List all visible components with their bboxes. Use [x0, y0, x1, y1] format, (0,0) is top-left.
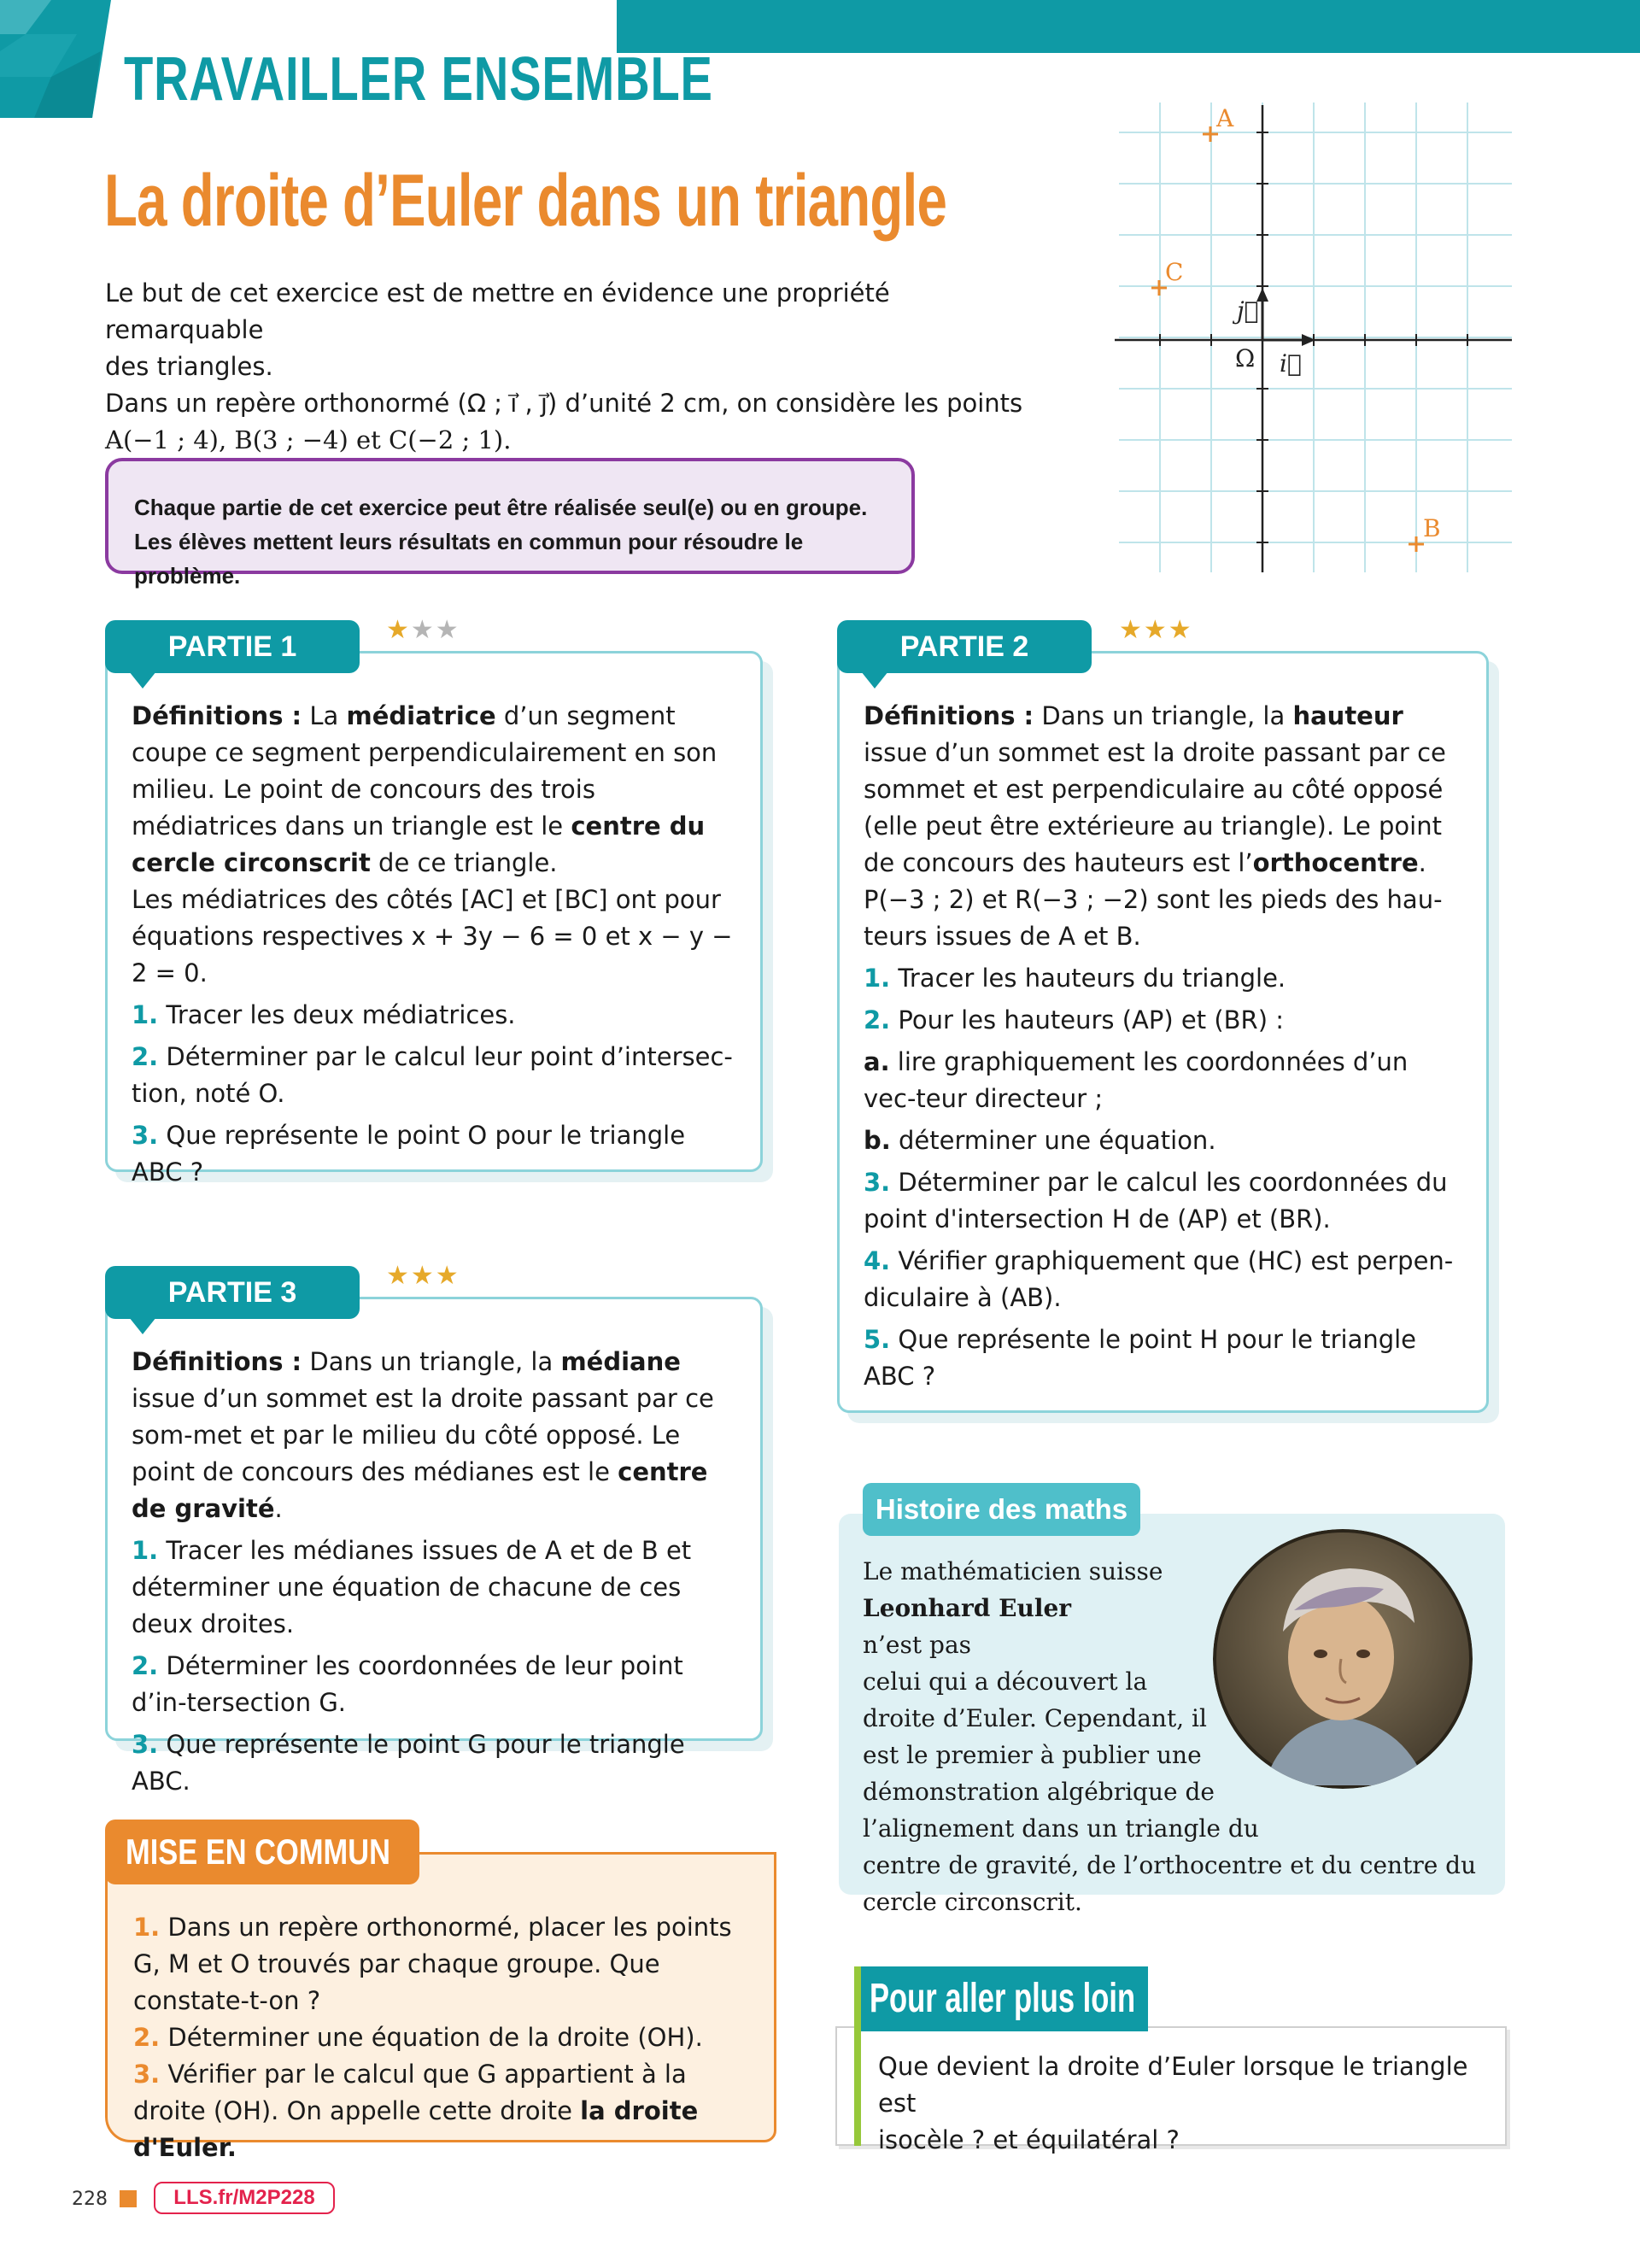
- partie3-question: 2. Déterminer les coordonnées de leur point d’in-tersection G.: [132, 1651, 683, 1717]
- loin-accent-bar: [854, 1966, 861, 2146]
- partie1-tab: PARTIE 1: [105, 620, 360, 673]
- partie2-question: 3. Déterminer par le calcul les coordonnées du point d'intersection H de (AP) et (BR).: [864, 1168, 1448, 1234]
- partie3-difficulty-stars: ★★★: [386, 1261, 460, 1291]
- loin-line: isocèle ? et équilatéral ?: [878, 2125, 1180, 2154]
- partie1-card: [105, 651, 763, 1187]
- loin-line: Que devient la droite d’Euler lorsque le triangle est: [878, 2052, 1468, 2118]
- mise-question: 2. Déterminer une équation de la droite (OH).: [133, 2023, 703, 2052]
- partie1-definition: Définitions : La médiatrice d’un segment coupe ce segment perpendiculairement en son milieu. Le point de concours des trois médiatrices dans un triangle est le centre du cercle circonscrit de ce triangle.: [132, 701, 718, 877]
- vector-i-label: i⃗: [1280, 349, 1302, 378]
- point-a-label: A: [1216, 104, 1234, 132]
- partie3-question: 3. Que représente le point G pour le triangle ABC.: [132, 1730, 685, 1796]
- intro-line: Dans un repère orthonormé (Ω ; i⃗ , j⃗) d’unité 2 cm, on considère les points: [105, 389, 1023, 418]
- histoire-tab: Histoire des maths: [863, 1483, 1140, 1536]
- origin-label: Ω: [1235, 344, 1256, 372]
- pour-aller-plus-loin-tab: Pour aller plus loin: [854, 1966, 1148, 2031]
- corner-decoration: [0, 0, 111, 118]
- partie3-question: 1. Tracer les médianes issues de A et de B et déterminer une équation de chacune de ces deux droites.: [132, 1536, 692, 1638]
- collab-line: Chaque partie de cet exercice peut être réalisée seul(e) ou en groupe.: [134, 495, 868, 520]
- point-c-label: C: [1165, 258, 1184, 286]
- partie2-tab: PARTIE 2: [837, 620, 1092, 673]
- page-number: 228: [72, 2189, 108, 2210]
- partie2-question: 2. Pour les hauteurs (AP) et (BR) :: [864, 1005, 1285, 1034]
- intro-line: des triangles.: [105, 352, 273, 381]
- partie2-difficulty-stars: ★★★: [1119, 615, 1193, 645]
- histoire-text: Le mathématicien suisse Leonhard Euler n’est pas celui qui a découvert la droite d’Euler. Cependant, il est le premier à publier une démonstration algébrique de l’alignement dans un triangle du centre de gravité, de l’orthocentre et du centre du cercle circonscrit.: [863, 1557, 1477, 1916]
- intro-text: [105, 275, 1028, 459]
- lls-link[interactable]: LLS.fr/M2P228: [154, 2182, 335, 2214]
- partie2-definition: Définitions : Dans un triangle, la hauteur issue d’un sommet est la droite passant par ce sommet et est perpendiculaire au côté opposé (elle peut être extérieure au triangle). Le point de concours des hauteurs est l’orthocentre.: [864, 701, 1446, 877]
- partie2-question: 5. Que représente le point H pour le triangle ABC ?: [864, 1325, 1417, 1391]
- intro-line: A(−1 ; 4), B(3 ; −4) et C(−2 ; 1).: [105, 425, 512, 454]
- partie2-card: [837, 651, 1489, 1413]
- intro-line: Le but de cet exercice est de mettre en évidence une propriété remarquable: [105, 278, 890, 344]
- partie3-card: [105, 1297, 763, 1796]
- partie2-question: 4. Vérifier graphiquement que (HC) est perpen-diculaire à (AB).: [864, 1246, 1454, 1312]
- partie2-feet: P(−3 ; 2) et R(−3 ; −2) sont les pieds des hau-teurs issues de A et B.: [864, 885, 1443, 951]
- mise-en-commun-tab: MISE EN COMMUN: [105, 1820, 419, 1884]
- collaboration-box: [105, 458, 915, 589]
- main-title: La droite d’Euler dans un triangle: [104, 160, 947, 242]
- vector-j-label: j⃗: [1237, 296, 1259, 325]
- partie2-question: 1. Tracer les hauteurs du triangle.: [864, 964, 1286, 993]
- mise-question: 3. Vérifier par le calcul que G appartient à la droite (OH). On appelle cette droite la droite d'Euler.: [133, 2060, 699, 2162]
- partie1-question: 2. Déterminer par le calcul leur point d’intersec-tion, noté O.: [132, 1042, 733, 1108]
- top-band: [617, 0, 1640, 53]
- collab-line: Les élèves mettent leurs résultats en commun pour résoudre le problème.: [134, 529, 804, 589]
- partie2-question: a. lire graphiquement les coordonnées d’un vec-teur directeur ;: [864, 1047, 1409, 1113]
- partie1-question: 3. Que représente le point O pour le triangle ABC ?: [132, 1121, 686, 1187]
- coordinate-grid: [1110, 98, 1516, 577]
- mise-en-commun-box: [105, 1852, 776, 2162]
- partie3-definition: Définitions : Dans un triangle, la médiane issue d’un sommet est la droite passant par ce som-met et par le milieu du côté opposé. Le point de concours des médianes est le centre de gravité.: [132, 1347, 714, 1523]
- partie2-question: b. déterminer une équation.: [864, 1126, 1216, 1155]
- partie3-tab: PARTIE 3: [105, 1266, 360, 1319]
- partie1-equations: Les médiatrices des côtés [AC] et [BC] ont pour équations respectives x + 3y − 6 = 0 et x − y − 2 = 0.: [132, 885, 733, 987]
- point-b-label: B: [1423, 514, 1441, 542]
- partie1-question: 1. Tracer les deux médiatrices.: [132, 1000, 516, 1029]
- section-title: TRAVAILLER ENSEMBLE: [124, 45, 713, 114]
- page-marker: [120, 2190, 137, 2207]
- partie1-difficulty-stars: ★★★: [386, 615, 460, 645]
- mise-question: 1. Dans un repère orthonormé, placer les points G, M et O trouvés par chaque groupe. Que constate-t-on ?: [133, 1913, 732, 2015]
- pour-aller-plus-loin-box: [835, 2026, 1507, 2154]
- euler-portrait: [1213, 1529, 1473, 1789]
